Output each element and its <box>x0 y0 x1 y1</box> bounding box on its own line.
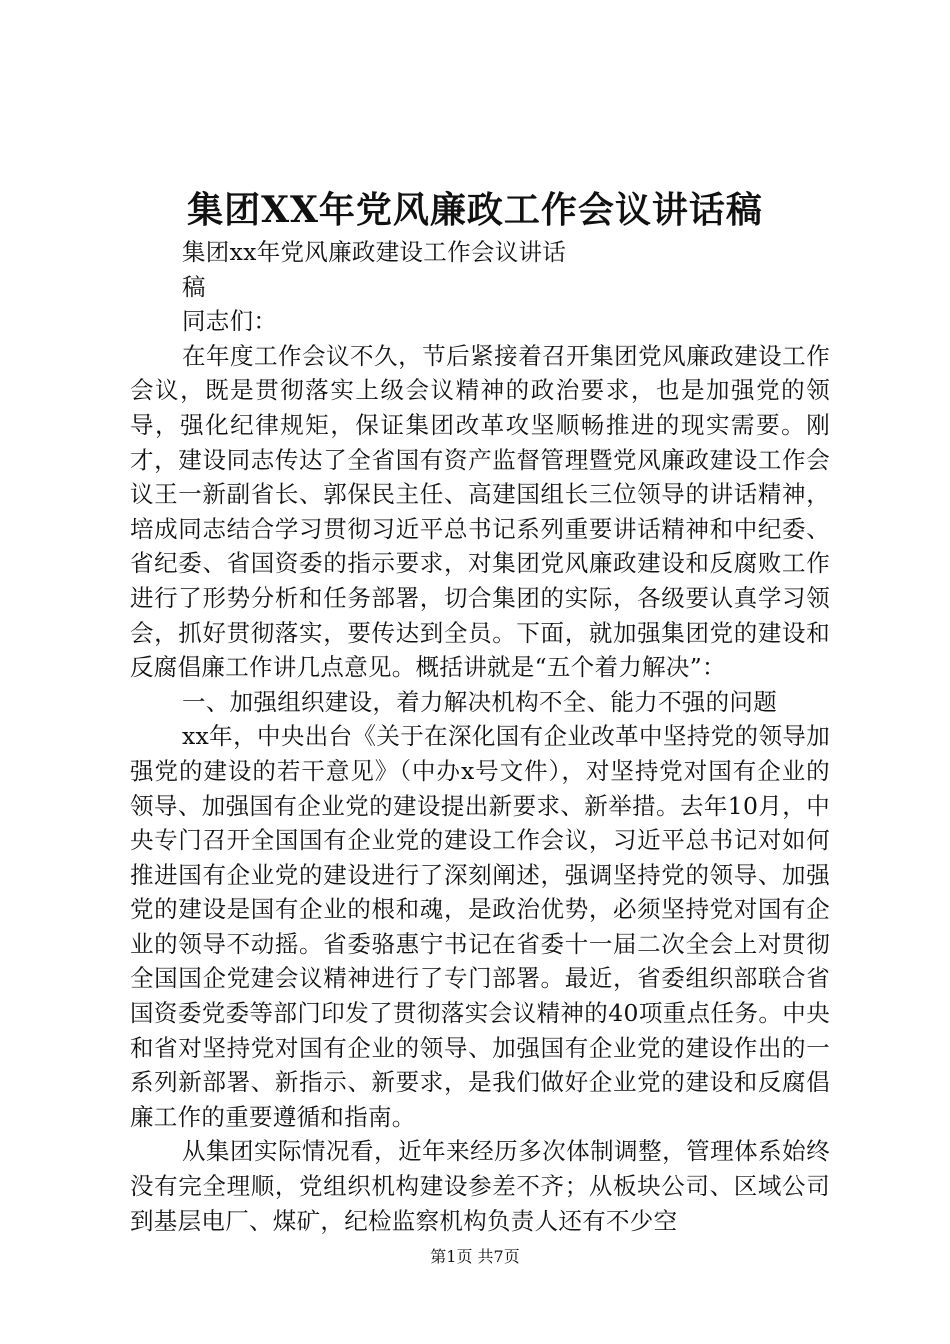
document-title: 集团XX年党风廉政工作会议讲话稿 <box>187 189 763 231</box>
paragraph: xx年，中央出台《关于在深化国有企业改革中坚持党的领导加强党的建设的若干意见》（中办x号文件），对坚持党对国有企业的领导、加强国有企业党的建设提出新要求、新举措。去年10月，中央专门召开全国国有企业党的建设工作会议，习近平总书记对如何推进国有企业党的建设进行了深刻阐述，强调坚持党的领导、加强党的建设是国有企业的根和魂，是政治优势，必须坚持党对国有企业的领导不动摇。省委骆惠宁书记在省委十一届二次全会上对贯彻全国国企党建会议精神进行了专门部署。最近，省委组织部联合省国资委党委等部门印发了贯彻落实会议精神的40项重点任务。中央和省对坚持党对国有企业的领导、加强国有企业党的建设作出的一系列新部署、新指示、新要求，是我们做好企业党的建设和反腐倡廉工作的重要遵循和指南。 <box>130 722 830 1131</box>
document-body <box>130 235 830 1238</box>
page-footer: 第1页 共7页 <box>430 1247 520 1266</box>
subtitle-line: 稿 <box>182 272 206 301</box>
paragraph: 在年度工作会议不久，节后紧接着召开集团党风廉政建设工作会议，既是贯彻落实上级会议精神的政治要求，也是加强党的领导，强化纪律规矩，保证集团改革攻坚顺畅推进的现实需要。刚才，建设同志传达了全省国有资产监督管理暨党风廉政建设工作会议王一新副省长、郭保民主任、高建国组长三位领导的讲话精神，培成同志结合学习贯彻习近平总书记系列重要讲话精神和中纪委、省纪委、省国资委的指示要求，对集团党风廉政建设和反腐败工作进行了形势分析和任务部署，切合集团的实际，各级要认真学习领会，抓好贯彻落实，要传达到全员。下面，就加强集团党的建设和反腐倡廉工作讲几点意见。概括讲就是“五个着力解决”： <box>130 341 830 682</box>
paragraph: 从集团实际情况看，近年来经历多次体制调整，管理体系始终没有完全理顺，党组织机构建设参差不齐；从板块公司、区域公司到基层电厂、煤矿，纪检监察机构负责人还有不少空 <box>130 1137 830 1235</box>
subtitle-line: 集团xx年党风廉政建设工作会议讲话 <box>182 238 567 266</box>
greeting: 同志们： <box>182 307 278 336</box>
section-heading: 一、加强组织建设，着力解决机构不全、能力不强的问题 <box>182 687 777 716</box>
